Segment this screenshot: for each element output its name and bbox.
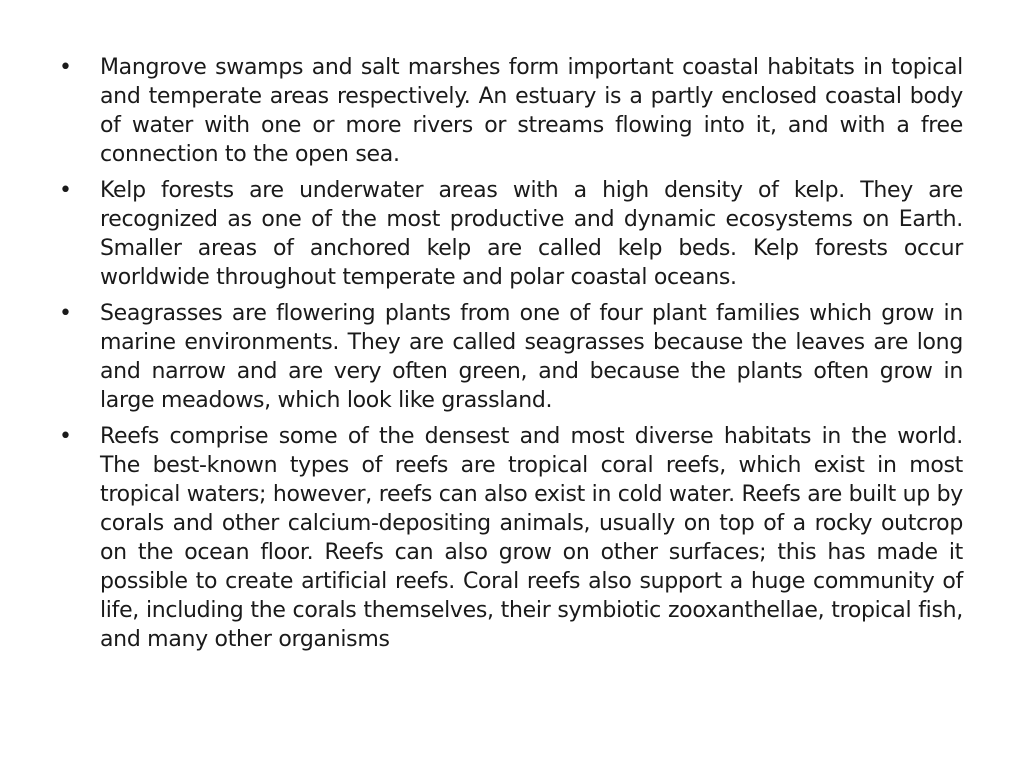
- bullet-marker: •: [59, 178, 72, 203]
- bullet-item-seagrasses: [55, 299, 963, 415]
- bullet-list: [55, 53, 963, 661]
- bullet-text: Mangrove swamps and salt marshes form important coastal habitats in topical and temperate areas respectively. An estuary is a partly enclosed coastal body of water with one or more rivers or streams flowing into it, and with a free connection to the open sea.: [100, 55, 963, 167]
- bullet-marker: •: [59, 424, 72, 449]
- bullet-text: Seagrasses are flowering plants from one of four plant families which grow in marine environments. They are called seagrasses because the leaves are long and narrow and are very often green, and because the plants often grow in large meadows, which look like grassland.: [100, 301, 963, 413]
- bullet-item-reefs: [55, 422, 963, 654]
- bullet-text: Reefs comprise some of the densest and most diverse habitats in the world. The best-known types of reefs are tropical coral reefs, which exist in most tropical waters; however, reefs can also exist in cold water. Reefs are built up by corals and other calcium-depositing animals, usually on top of a rocky outcrop on the ocean floor. Reefs can also grow on other surfaces; this has made it possible to create artificial reefs. Coral reefs also support a huge community of life, including the corals themselves, their symbiotic zooxanthellae, tropical fish, and many other organisms: [100, 424, 963, 652]
- bullet-item-mangroves: [55, 53, 963, 169]
- bullet-marker: •: [59, 55, 72, 80]
- bullet-marker: •: [59, 301, 72, 326]
- bullet-text: Kelp forests are underwater areas with a high density of kelp. They are recognized as one of the most productive and dynamic ecosystems on Earth. Smaller areas of anchored kelp are called kelp beds. Kelp forests occur worldwide throughout temperate and polar coastal oceans.: [100, 178, 963, 290]
- bullet-item-kelp-forests: [55, 176, 963, 292]
